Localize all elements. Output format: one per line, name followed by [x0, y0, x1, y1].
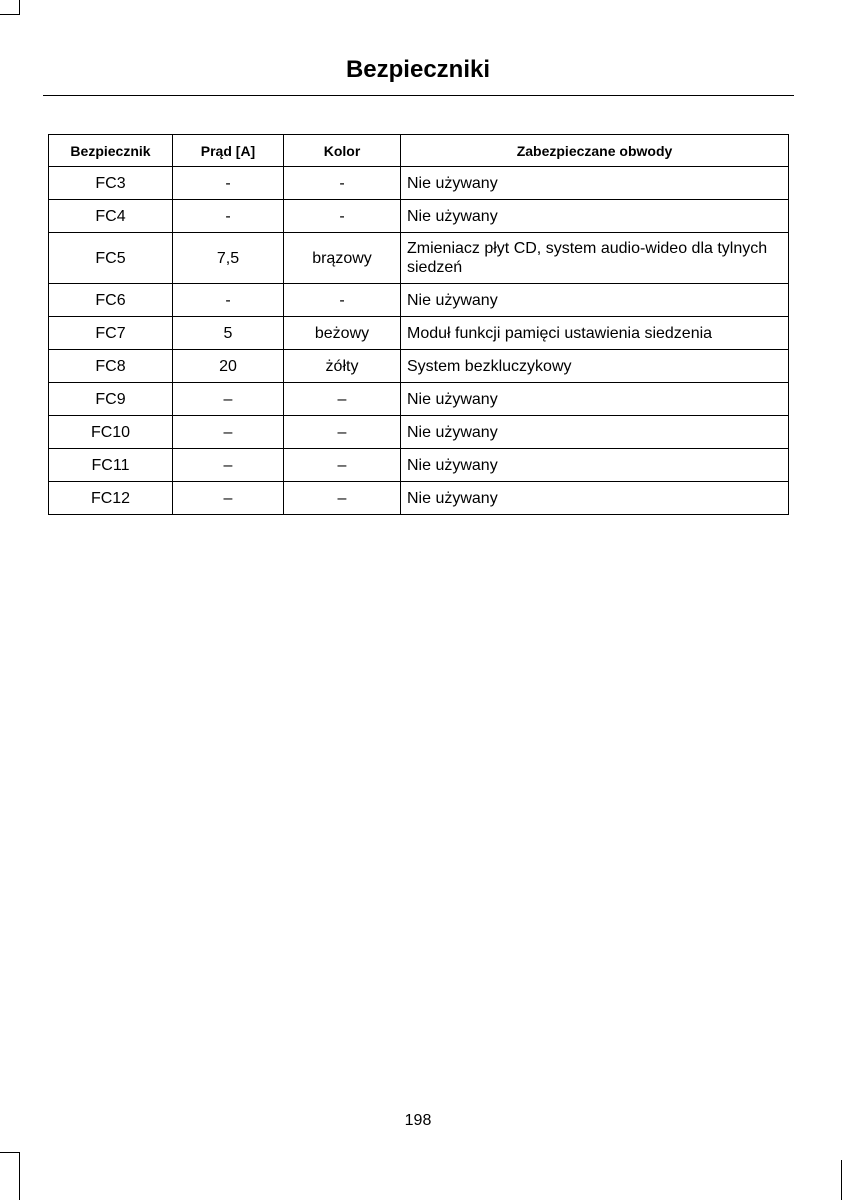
current-cell: 5 — [173, 317, 284, 350]
current-cell: – — [173, 482, 284, 515]
page-number: 198 — [404, 1112, 432, 1129]
circuits-cell: Nie używany — [401, 284, 789, 317]
color-cell: – — [284, 416, 401, 449]
table-row — [49, 200, 789, 233]
color-cell: - — [284, 200, 401, 233]
current-cell: 20 — [173, 350, 284, 383]
column-header-current: Prąd [A] — [173, 135, 284, 167]
color-cell: – — [284, 482, 401, 515]
circuits-cell: Nie używany — [401, 167, 789, 200]
circuits-cell: Moduł funkcji pamięci ustawienia siedzenia — [401, 317, 789, 350]
current-cell: – — [173, 416, 284, 449]
circuits-cell: Nie używany — [401, 449, 789, 482]
table-row — [49, 449, 789, 482]
current-cell: - — [173, 167, 284, 200]
fuse-cell: FC11 — [49, 449, 173, 482]
table-header-row — [49, 135, 789, 167]
current-cell: - — [173, 284, 284, 317]
color-cell: beżowy — [284, 317, 401, 350]
color-cell: – — [284, 383, 401, 416]
crop-mark-bottom-left-horizontal — [0, 1152, 20, 1153]
crop-mark-bottom-right-vertical — [841, 1160, 842, 1200]
circuits-cell: Nie używany — [401, 416, 789, 449]
fuse-cell: FC3 — [49, 167, 173, 200]
current-cell: – — [173, 449, 284, 482]
color-cell: brązowy — [284, 233, 401, 284]
fuse-cell: FC6 — [49, 284, 173, 317]
fuse-table — [48, 134, 789, 515]
table-row — [49, 284, 789, 317]
circuits-cell: Zmieniacz płyt CD, system audio-wideo dla tylnych siedzeń — [401, 233, 789, 284]
crop-mark-top-left-vertical — [19, 0, 20, 14]
fuse-cell: FC4 — [49, 200, 173, 233]
color-cell: żółty — [284, 350, 401, 383]
column-header-fuse: Bezpiecznik — [49, 135, 173, 167]
crop-mark-top-left-horizontal — [0, 14, 20, 15]
current-cell: - — [173, 200, 284, 233]
table-row — [49, 233, 789, 284]
circuits-cell: Nie używany — [401, 482, 789, 515]
color-cell: – — [284, 449, 401, 482]
color-cell: - — [284, 284, 401, 317]
circuits-cell: Nie używany — [401, 200, 789, 233]
fuse-cell: FC10 — [49, 416, 173, 449]
current-cell: – — [173, 383, 284, 416]
title-divider — [43, 95, 794, 96]
current-cell: 7,5 — [173, 233, 284, 284]
table-row — [49, 416, 789, 449]
page-title: Bezpieczniki — [345, 56, 491, 83]
fuse-cell: FC8 — [49, 350, 173, 383]
circuits-cell: System bezkluczykowy — [401, 350, 789, 383]
fuse-cell: FC5 — [49, 233, 173, 284]
fuse-cell: FC9 — [49, 383, 173, 416]
table-row — [49, 317, 789, 350]
color-cell: - — [284, 167, 401, 200]
table-row — [49, 350, 789, 383]
circuits-cell: Nie używany — [401, 383, 789, 416]
fuse-cell: FC12 — [49, 482, 173, 515]
table-row — [49, 482, 789, 515]
column-header-circuits: Zabezpieczane obwody — [401, 135, 789, 167]
column-header-color: Kolor — [284, 135, 401, 167]
table-row — [49, 383, 789, 416]
crop-mark-bottom-left-vertical — [19, 1152, 20, 1200]
fuse-cell: FC7 — [49, 317, 173, 350]
table-row — [49, 167, 789, 200]
